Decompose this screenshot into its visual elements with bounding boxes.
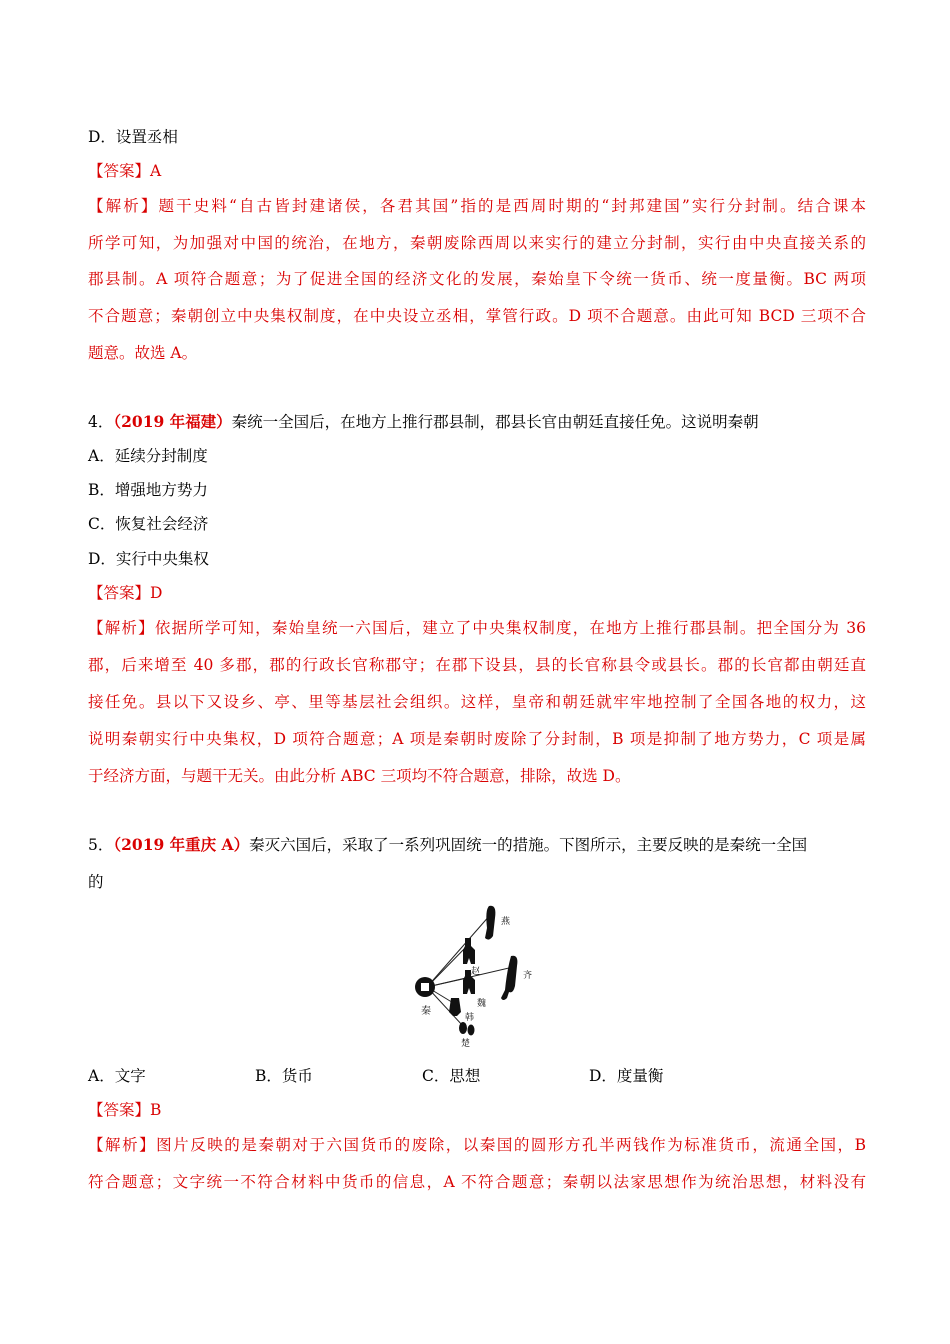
- q5-stem-continued: 的: [88, 873, 104, 891]
- q5-option-c: C．思想: [422, 1067, 481, 1085]
- q3-option-d: D．设置丞相: [88, 128, 178, 146]
- q5-answer: 【答案】B: [88, 1101, 162, 1119]
- q3-answer: 【答案】A: [88, 162, 162, 180]
- coin-unification-figure: [405, 898, 545, 1050]
- q4-analysis-line: 接任免。县以下又设乡、亭、里等基层社会组织。这样，皇帝和朝廷就牢牢地控制了全国各地的权力，这: [88, 693, 866, 711]
- q4-analysis-line: 说明秦朝实行中央集权，D 项符合题意；A 项是秦朝时废除了分封制，B 项是抑制了地方势力，C 项是属: [88, 730, 866, 748]
- q4-option-c: C．恢复社会经济: [88, 515, 209, 533]
- q5-analysis-line: 符合题意；文字统一不符合材料中货币的信息，A 不符合题意；秦朝以法家思想作为统治思想，材料没有: [88, 1173, 866, 1191]
- qi-knife-coin-icon: [501, 956, 517, 1000]
- q5-option-b: B．货币: [255, 1067, 313, 1085]
- q4-analysis-line: 【解析】依据所学可知，秦始皇统一六国后，建立了中央集权制度，在地方上推行郡县制。把全国分为 36: [88, 619, 866, 637]
- label-qin: 秦: [421, 1006, 431, 1017]
- q4-stem: [88, 412, 866, 432]
- q5-analysis-line: 【解析】图片反映的是秦朝对于六国货币的废除，以秦国的圆形方孔半两钱作为标准货币，流通全国，B: [88, 1136, 866, 1154]
- q4-stem-text: 秦统一全国后，在地方上推行郡县制，郡县长官由朝廷直接任免。这说明秦朝: [231, 413, 759, 431]
- q5-option-a: A．文字: [88, 1067, 146, 1085]
- qin-banliang-coin-icon: [415, 977, 435, 997]
- q3-analysis-line: 郡县制。A 项符合题意；为了促进全国的经济文化的发展，秦始皇下令统一货币、统一度量衡。BC 两项: [88, 270, 866, 288]
- label-chu: 楚: [461, 1039, 471, 1049]
- q3-analysis-line: 所学可知，为加强对中国的统治，在地方，秦朝废除西周以来实行的建立分封制，实行由中央直接关系的: [88, 234, 866, 252]
- label-qi: 齐: [523, 971, 533, 981]
- label-yan: 燕: [501, 917, 511, 927]
- q3-analysis-line: 题意。故选 A。: [88, 344, 198, 362]
- q4-option-a: A．延续分封制度: [88, 447, 208, 465]
- q4-answer: 【答案】D: [88, 584, 163, 602]
- q5-option-d: D．度量衡: [589, 1067, 664, 1085]
- q5-stem-text: 秦灭六国后，采取了一系列巩固统一的措施。下图所示，主要反映的是秦统一全国: [249, 836, 808, 854]
- han-spade-coin-icon: [449, 998, 461, 1016]
- q4-option-b: B．增强地方势力: [88, 481, 208, 499]
- q4-number: 4．: [88, 413, 114, 431]
- q5-source: （2019 年重庆 A）: [113, 835, 250, 854]
- q4-analysis-line: 郡，后来增至 40 多郡，郡的行政长官称郡守；在郡下设县，县的长官称县令或县长。郡的长官都由朝廷直: [88, 656, 866, 674]
- label-han: 韩: [465, 1013, 475, 1023]
- q4-analysis-line: 于经济方面，与题干无关。由此分析 ABC 三项均不符合题意，排除，故选 D。: [88, 767, 631, 785]
- q5-number: 5．: [88, 836, 114, 854]
- chu-antnose-coin-icon: [459, 1022, 475, 1036]
- q4-source: （2019 年福建）: [113, 412, 232, 431]
- q5-stem: [88, 835, 866, 855]
- q3-analysis-line: 不合题意；秦朝创立中央集权制度，在中央设立丞相，掌管行政。D 项不合题意。由此可知 BCD 三项不合: [88, 307, 866, 325]
- label-wei: 魏: [477, 999, 487, 1009]
- q4-option-d: D．实行中央集权: [88, 550, 209, 568]
- label-zhao: 赵: [471, 967, 481, 977]
- zhao-spade-coin-icon: [463, 938, 475, 964]
- yan-knife-coin-icon: [485, 906, 495, 940]
- q3-analysis-line: 【解析】题干史料“自古皆封建诸侯，各君其国”指的是西周时期的“封邦建国”实行分封制。结合课本: [88, 197, 866, 215]
